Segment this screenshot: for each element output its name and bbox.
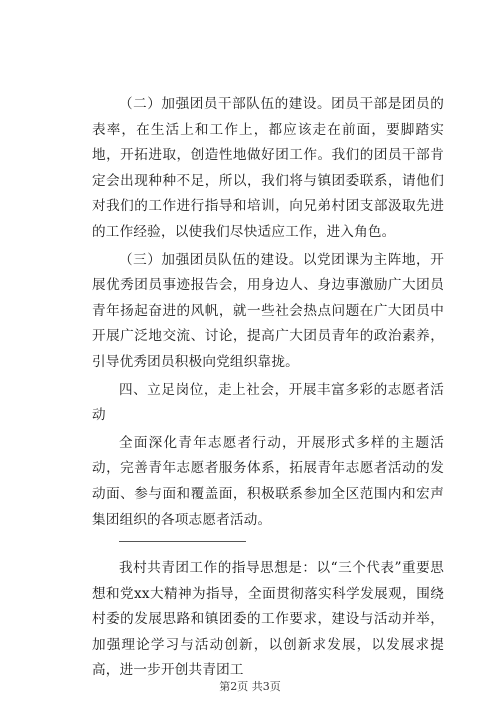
document-body [92,92,444,684]
paragraph-member-building: （三）加强团员队伍的建设。以党团课为主阵地，开展优秀团员事迹报告会，用身边人、身边事激励广大团员青年扬起奋进的风帆，就一些社会热点问题在广大团员中开展广泛地交流、讨论，提高广大团员青年的政治素养，引导优秀团员积极向党组织靠拢。 [92,251,444,370]
section-divider [119,541,246,542]
paragraph-volunteer: 全面深化青年志愿者行动，开展形式多样的主题活动，完善青年志愿者服务体系，拓展青年志愿者活动的发动面、参与面和覆盖面，积极联系参加全区范围内和宏声集团组织的各项志愿者活动。 [92,434,444,528]
paragraph-guiding-thought: 我村共青团工作的指导思想是：以“三个代表”重要思想和党xx大精神为指导，全面贯彻落实科学发展观，围绕村委的发展思路和镇团委的工作要求，建设与活动并举，加强理论学习与活动创新，以创新求发展，以发展求提高，进一步开创共青团工 [92,560,444,679]
section-heading-volunteer: 四、立足岗位，走上社会，开展丰富多彩的志愿者活动 [92,381,444,424]
page-footer: 第2页 共3页 [219,680,281,693]
paragraph-cadre-building: （二）加强团员干部队伍的建设。团员干部是团员的表率，在生活上和工作上，都应该走在前面，要脚踏实地，开拓进取，创造性地做好团工作。我们的团员干部肯定会出现种种不足，所以，我们将与镇团委联系，请他们对我们的工作进行指导和培训，向兄弟村团支部汲取先进的工作经验，以使我们尽快适应工作，进入角色。 [92,96,444,240]
